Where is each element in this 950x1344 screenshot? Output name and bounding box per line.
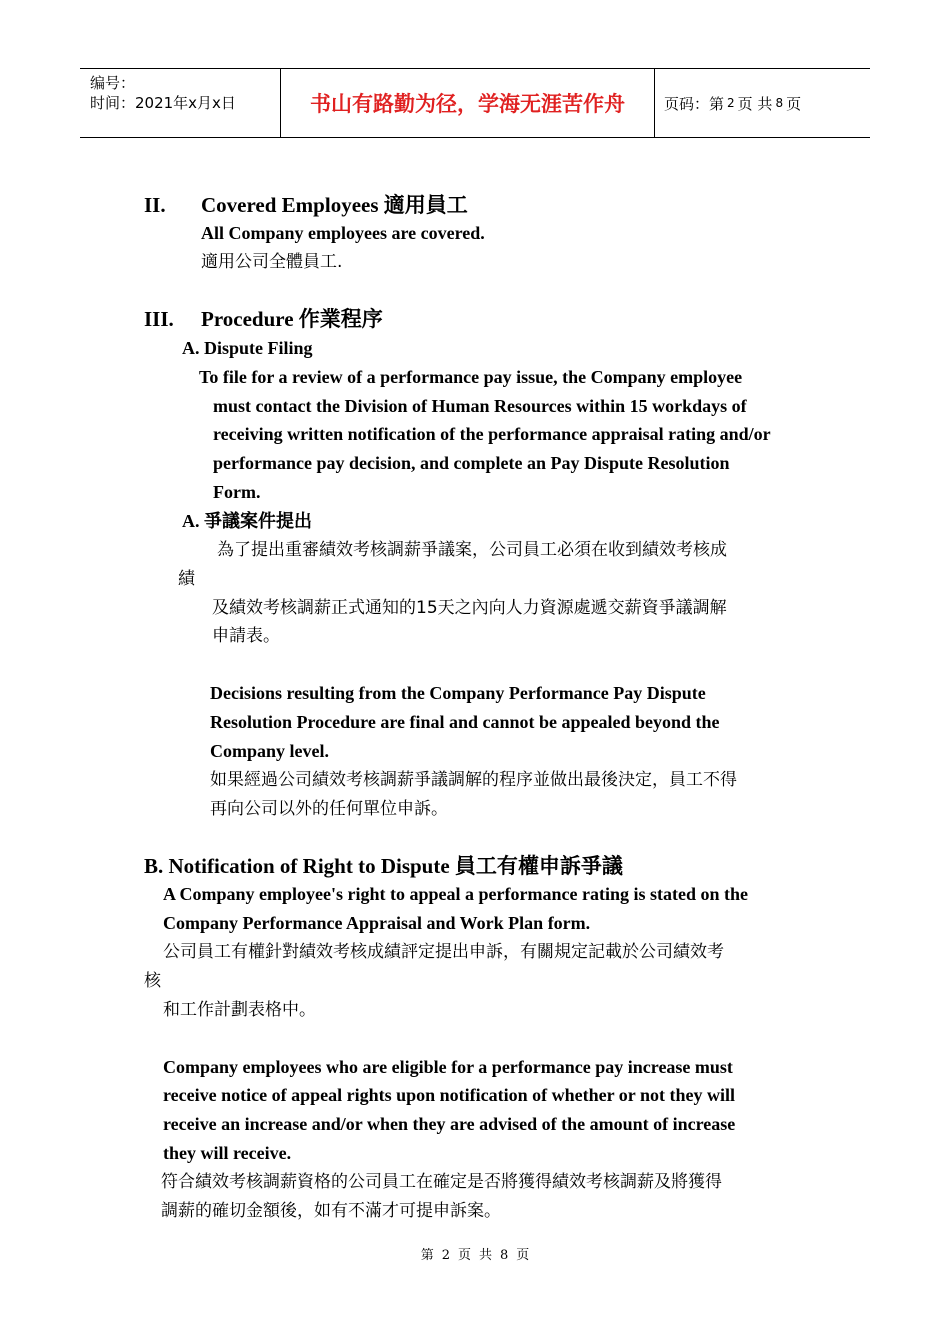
paragraph-line: Company employees who are eligible for a performance pay increase must bbox=[163, 1057, 733, 1077]
paragraph-line-zh: 及績效考核調薪正式通知的15天之內向人力資源處遞交薪資爭議調解 bbox=[212, 598, 727, 618]
paragraph-line: receiving written notification of the performance appraisal rating and/or bbox=[213, 424, 771, 444]
paragraph-line-zh: 公司員工有權針對績效考核成績評定提出申訴，有關規定記載於公司績效考 bbox=[163, 942, 724, 962]
header-page-total: 8 bbox=[775, 96, 784, 110]
section-iii-heading bbox=[201, 305, 383, 334]
paragraph-line: Form. bbox=[213, 482, 261, 502]
paragraph-line: Company Performance Appraisal and Work Plan form. bbox=[163, 913, 591, 933]
paragraph-line: receive an increase and/or when they are advised of the amount of increase bbox=[163, 1114, 736, 1134]
header-page-current: 2 bbox=[727, 96, 735, 110]
paragraph-line-zh: 符合績效考核調薪資格的公司員工在確定是否將獲得績效考核調薪及將獲得 bbox=[161, 1172, 722, 1192]
paragraph-line-zh: 再向公司以外的任何單位申訴。 bbox=[210, 799, 448, 819]
paragraph-line-zh: 申請表。 bbox=[212, 626, 280, 646]
paragraph-line: must contact the Division of Human Resources within 15 workdays of bbox=[213, 396, 747, 416]
section-ii-title-zh: 適用員工 bbox=[383, 193, 468, 217]
paragraph-line: Resolution Procedure are final and cannot be appealed beyond the bbox=[210, 712, 720, 732]
paragraph-line: A Company employee's right to appeal a performance rating is stated on the bbox=[163, 884, 748, 904]
paragraph-line-zh: 調薪的確切金額後，如有不滿才可提申訴案。 bbox=[161, 1201, 501, 1221]
document-date: 时间：2021年x月x日 bbox=[90, 94, 236, 112]
page-header bbox=[80, 68, 870, 138]
paragraph-line-zh: 如果經過公司績效考核調薪爭議調解的程序並做出最後決定，員工不得 bbox=[210, 770, 737, 790]
section-ii-number: II. bbox=[144, 193, 166, 217]
paragraph-line-zh: 績 bbox=[178, 569, 195, 589]
footer-page-current: 2 bbox=[441, 1248, 450, 1263]
section-ii-heading bbox=[201, 191, 468, 220]
section-ii-title-en: Covered Employees bbox=[201, 193, 379, 217]
header-page-middle: 页 共 bbox=[737, 94, 773, 113]
paragraph-line-zh: 和工作計劃表格中。 bbox=[163, 1000, 316, 1020]
section-iii-title-en: Procedure bbox=[201, 307, 294, 331]
footer-middle: 页 bbox=[457, 1248, 471, 1263]
paragraph-line: they will receive. bbox=[163, 1143, 292, 1163]
subsection-a-zh-text: 爭議案件提出 bbox=[204, 511, 312, 532]
paragraph-line: Company level. bbox=[210, 741, 329, 761]
header-motto: 书山有路勤为径，学海无涯苦作舟 bbox=[281, 69, 655, 137]
header-page-prefix: 页码：第 bbox=[664, 94, 725, 113]
paragraph-line: To file for a review of a performance pay issue, the Company employee bbox=[199, 367, 743, 387]
subsection-a-title-en: A. Dispute Filing bbox=[182, 338, 313, 358]
paragraph-line: Decisions resulting from the Company Performance Pay Dispute bbox=[210, 683, 706, 703]
section-ii-text-en: All Company employees are covered. bbox=[201, 223, 485, 243]
footer-page-total: 8 bbox=[500, 1248, 509, 1263]
page-footer bbox=[0, 1244, 950, 1263]
section-b-title-zh: 員工有權申訴爭議 bbox=[454, 854, 623, 878]
paragraph-line: receive notice of appeal rights upon notification of whether or not they will bbox=[163, 1085, 735, 1105]
section-iii-title-zh: 作業程序 bbox=[298, 307, 383, 331]
subsection-a-title-zh bbox=[182, 507, 312, 536]
footer-total-label: 共 bbox=[479, 1248, 493, 1263]
section-ii-text-zh: 適用公司全體員工. bbox=[201, 252, 343, 272]
footer-suffix: 页 bbox=[516, 1248, 530, 1263]
section-b-heading bbox=[144, 852, 623, 881]
paragraph-line-zh: 為了提出重審績效考核調薪爭議案，公司員工必須在收到績效考核成 bbox=[217, 540, 727, 560]
footer-prefix: 第 bbox=[420, 1248, 434, 1263]
paragraph-line-zh: 核 bbox=[144, 971, 161, 991]
section-iii-number: III. bbox=[144, 307, 174, 331]
paragraph-line: performance pay decision, and complete an Pay Dispute Resolution bbox=[213, 453, 730, 473]
header-page-info bbox=[655, 69, 870, 137]
header-page-suffix: 页 bbox=[786, 94, 802, 113]
document-number-label: 编号： bbox=[90, 74, 136, 92]
header-meta bbox=[80, 69, 281, 137]
subsection-a-letter: A. bbox=[182, 511, 200, 531]
section-b-title-en: B. Notification of Right to Dispute bbox=[144, 854, 450, 878]
